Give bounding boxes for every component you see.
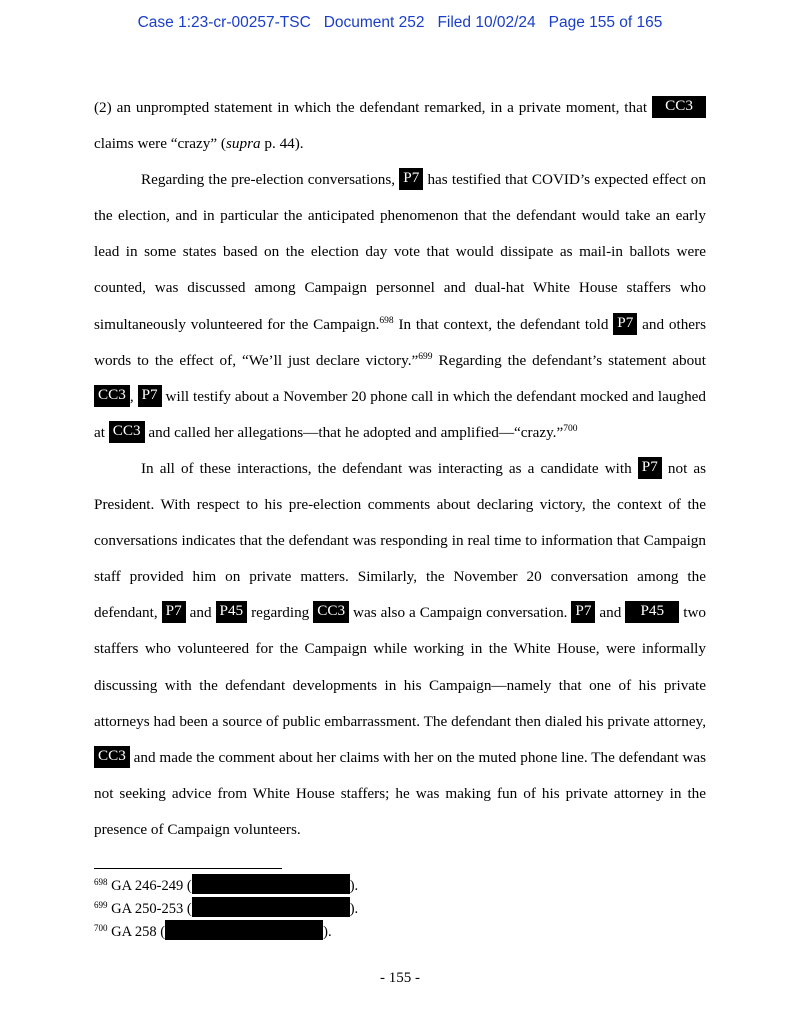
page-number: - 155 - (380, 970, 420, 986)
footnote-ref: 699 (418, 351, 433, 362)
redaction-label: P7 (138, 385, 162, 407)
redaction-label: P7 (571, 601, 595, 623)
redaction-label: CC3 (94, 746, 130, 768)
paragraph: (2) an unprompted statement in which the defendant remarked, in a private moment, that CC3 claims were “crazy” (supra p. 44). (94, 90, 706, 162)
footnote: $^{698}$ GA 246-249 ( ). (94, 874, 706, 897)
body-text (94, 90, 706, 848)
footnote-divider (94, 868, 282, 869)
redaction-label: CC3 (652, 96, 706, 118)
paragraph: In all of these interactions, the defendant was interacting as a candidate with P7 not as President. With respect to his pre-election comments about declaring victory, the context of the conversations indicates that the defendant was responding in real time to information that Campaign staff provided him on private matters. Similarly, the November 20 conversation among the defendant, P7 and P45 regarding CC3 was also a Campaign conversation. P7 and P45 two staffers who volunteered for the Campaign while working in the White House, were informally discussing with the defendant developments in his Campaign—namely that one of his private attorneys had been a source of public embarrassment. The defendant then dialed his private attorney, CC3 and made the comment about her claims with her on the muted phone line. The defendant was not seeking advice from White House staffers; he was making fun of his private attorney in the presence of Campaign volunteers. (94, 457, 707, 838)
paragraph: Regarding the pre-election conversations, P7 has testified that COVID’s expected effect on the election, and in particular the anticipated phenomenon that the defendant would take an early lead in some states based on the election day vote that would dissipate as mail-in ballots were counted, was discussed among Campaign personnel and dual-hat White House staffers who simultaneously volunteered for the Campaign.$^{698}$ In that context, the defendant told P7 and others words to the effect of, “We’ll just declare victory.”$^{699}$ Regarding the defendant’s statement about CC3 , P7 will testify about a November 20 phone call in which the defendant mocked and laughed at CC3 and called her allegations—that he adopted and amplified—“crazy.”$^{700}$ (94, 169, 707, 441)
redaction-label: P45 (625, 601, 679, 623)
page-indicator: Page 155 of 165 (548, 14, 663, 31)
footnotes (94, 874, 706, 943)
footnote-ref: 698 (379, 315, 394, 326)
redaction-label: P7 (399, 168, 423, 190)
footnote: $^{699}$ GA 250-253 ( ). (94, 897, 706, 920)
redaction-label: P7 (162, 601, 186, 623)
footnote: $^{700}$ GA 258 ( ). (94, 920, 706, 943)
redaction-label: P7 (613, 313, 637, 335)
redaction-label: CC3 (313, 601, 349, 623)
case-number: Case 1:23-cr-00257-TSC (137, 14, 311, 31)
filed-date: Filed 10/02/24 (437, 14, 536, 31)
redaction-box (192, 897, 350, 917)
redaction-label: CC3 (109, 421, 145, 443)
case-header (0, 14, 800, 32)
redaction-box (192, 874, 350, 894)
redaction-box (165, 920, 323, 940)
footnote-ref: 700 (563, 423, 578, 434)
footnote-number: 698 (94, 877, 108, 887)
footnote-number: 699 (94, 900, 108, 910)
document-number: Document 252 (323, 14, 425, 31)
footnote-number: 700 (94, 923, 108, 933)
redaction-label: P7 (638, 457, 662, 479)
redaction-label: CC3 (94, 385, 130, 407)
redaction-label: P45 (216, 601, 248, 623)
